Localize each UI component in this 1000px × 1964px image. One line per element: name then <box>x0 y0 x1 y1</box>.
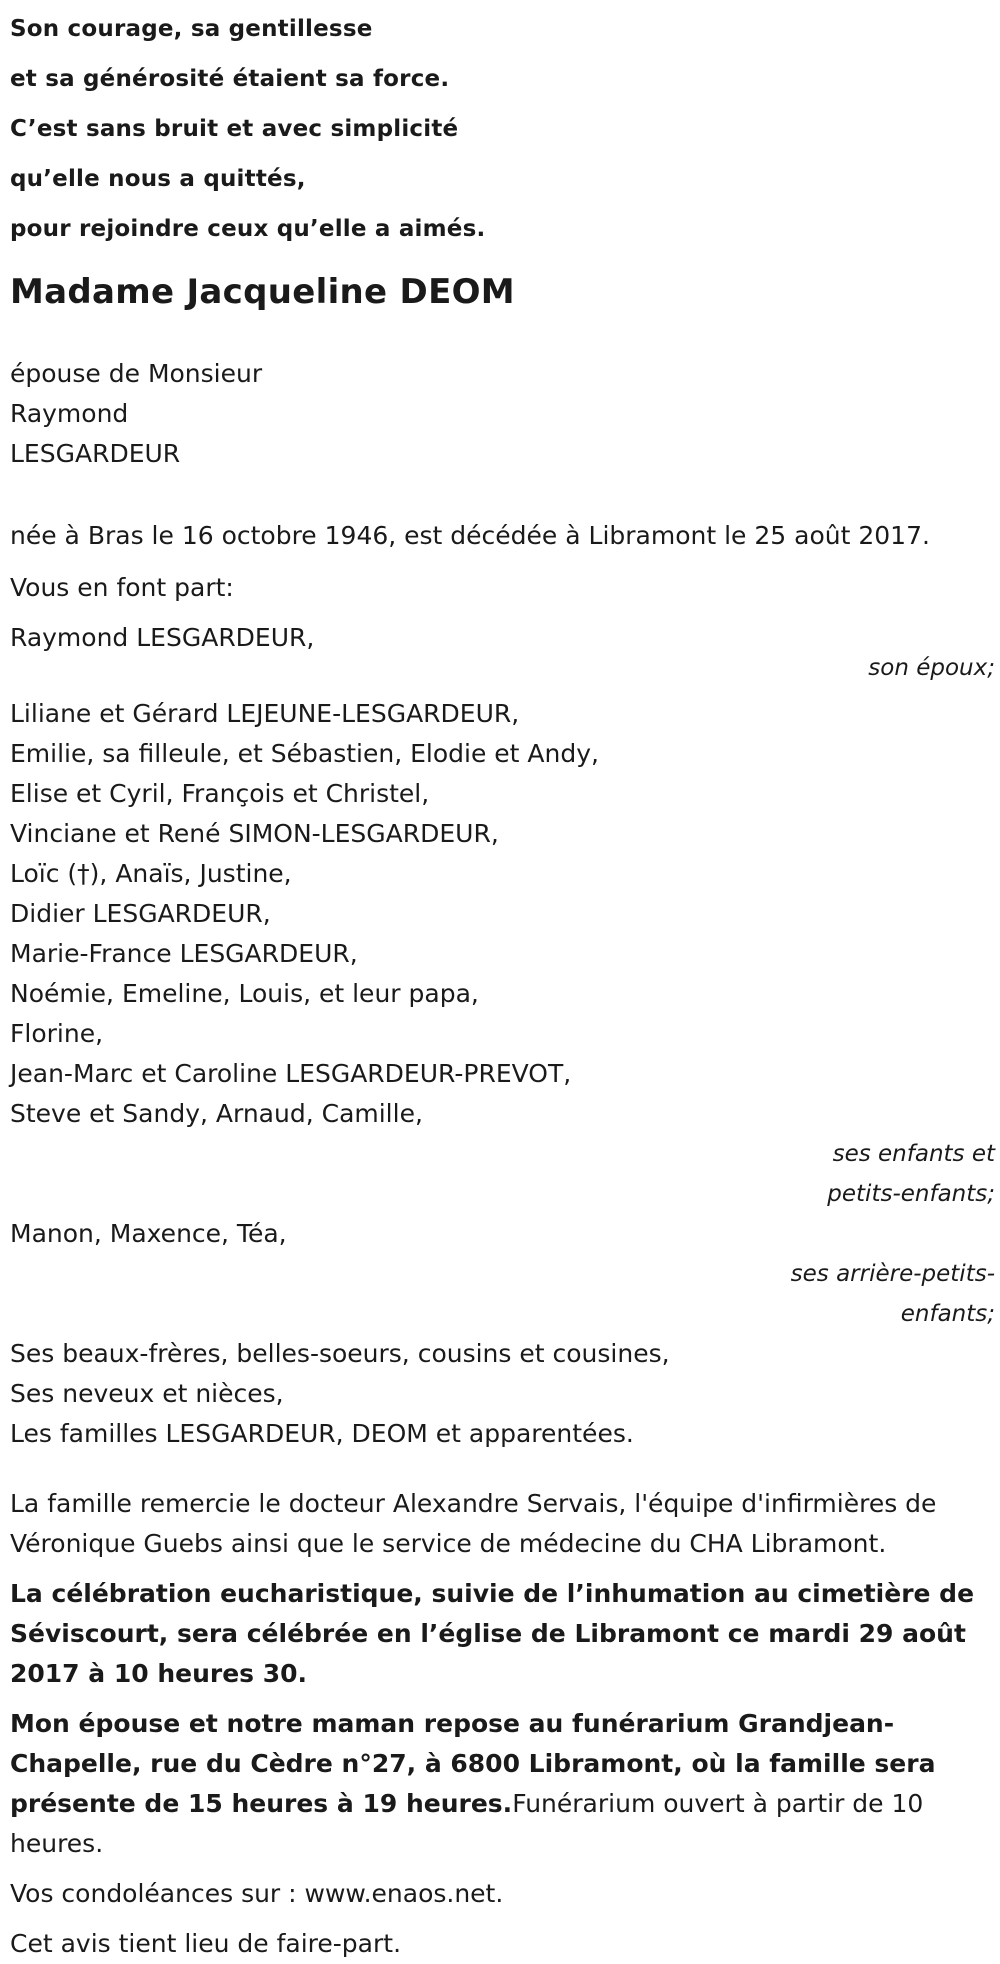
family-name-line: Liliane et Gérard LEJEUNE-LESGARDEUR, <box>10 699 520 728</box>
relation-label: enfants; <box>900 1301 995 1327</box>
family-name-line: Jean-Marc et Caroline LESGARDEUR-PREVOT, <box>10 1059 572 1088</box>
ceremony-paragraph: La célébration eucharistique, suivie de l’inhumation au cimetière de Séviscourt, sera célébrée en l’église de Libramont ce mardi 29 août 2017 à 10 heures 30. <box>10 1579 975 1688</box>
family-name-line: Marie-France LESGARDEUR, <box>10 939 358 968</box>
relation-label: son époux; <box>868 655 995 681</box>
obituary-notice <box>10 0 995 1964</box>
family-name-line: Steve et Sandy, Arnaud, Camille, <box>10 1099 423 1128</box>
announce-label: Vous en font part: <box>10 573 234 602</box>
condolences-line: Vos condoléances sur : www.enaos.net. <box>10 1879 504 1908</box>
family-group-great-grandchildren <box>10 1214 995 1334</box>
funeral-home-hours: Funérarium ouvert à partir de 10 heures. <box>10 1789 924 1858</box>
relation-label: ses arrière-petits- <box>790 1261 995 1287</box>
deceased-name: Madame Jacqueline DEOM <box>10 272 515 312</box>
spouse-info <box>10 354 995 474</box>
family-name-line: Ses neveux et nièces, <box>10 1379 284 1408</box>
spouse-line: LESGARDEUR <box>10 439 181 468</box>
relation-label: petits-enfants; <box>827 1181 995 1207</box>
poem-line: qu’elle nous a quittés, <box>10 166 306 192</box>
extended-family <box>10 1334 995 1454</box>
spouse-line: Raymond <box>10 399 129 428</box>
relation-label: ses enfants et <box>832 1141 995 1167</box>
spouse-line: épouse de Monsieur <box>10 359 263 388</box>
family-name-line: Loïc (†), Anaïs, Justine, <box>10 859 292 888</box>
funeral-home-details: Mon épouse et notre maman repose au funérarium Grandjean-Chapelle, rue du Cèdre n°27, à 6800 Libramont, où la famille sera présente de 15 heures à 19 heures. <box>10 1709 936 1818</box>
family-name-line: Manon, Maxence, Téa, <box>10 1219 287 1248</box>
thanks-paragraph: La famille remercie le docteur Alexandre Servais, l'équipe d'infirmières de Véronique Guebs ainsi que le service de médecine du CHA Libramont. <box>10 1489 937 1558</box>
birth-death-info: née à Bras le 16 octobre 1946, est décédée à Libramont le 25 août 2017. <box>10 521 930 550</box>
poem-line: et sa générosité étaient sa force. <box>10 66 450 92</box>
family-name-line: Raymond LESGARDEUR, <box>10 623 315 652</box>
poem-line: Son courage, sa gentillesse <box>10 16 373 42</box>
family-name-line: Emilie, sa filleule, et Sébastien, Elodie et Andy, <box>10 739 599 768</box>
family-name-line: Ses beaux-frères, belles-soeurs, cousins et cousines, <box>10 1339 670 1368</box>
notice-line: Cet avis tient lieu de faire-part. <box>10 1929 402 1958</box>
family-name-line: Didier LESGARDEUR, <box>10 899 271 928</box>
funeral-home-paragraph <box>10 1704 995 1864</box>
tribute-poem <box>10 0 995 254</box>
family-name-line: Les familles LESGARDEUR, DEOM et apparentées. <box>10 1419 634 1448</box>
family-group-children <box>10 694 995 1214</box>
family-name-line: Elise et Cyril, François et Christel, <box>10 779 430 808</box>
family-name-line: Florine, <box>10 1019 104 1048</box>
family-group-spouse <box>10 618 995 688</box>
family-name-line: Noémie, Emeline, Louis, et leur papa, <box>10 979 479 1008</box>
poem-line: pour rejoindre ceux qu’elle a aimés. <box>10 216 486 242</box>
family-name-line: Vinciane et René SIMON-LESGARDEUR, <box>10 819 499 848</box>
poem-line: C’est sans bruit et avec simplicité <box>10 116 459 142</box>
